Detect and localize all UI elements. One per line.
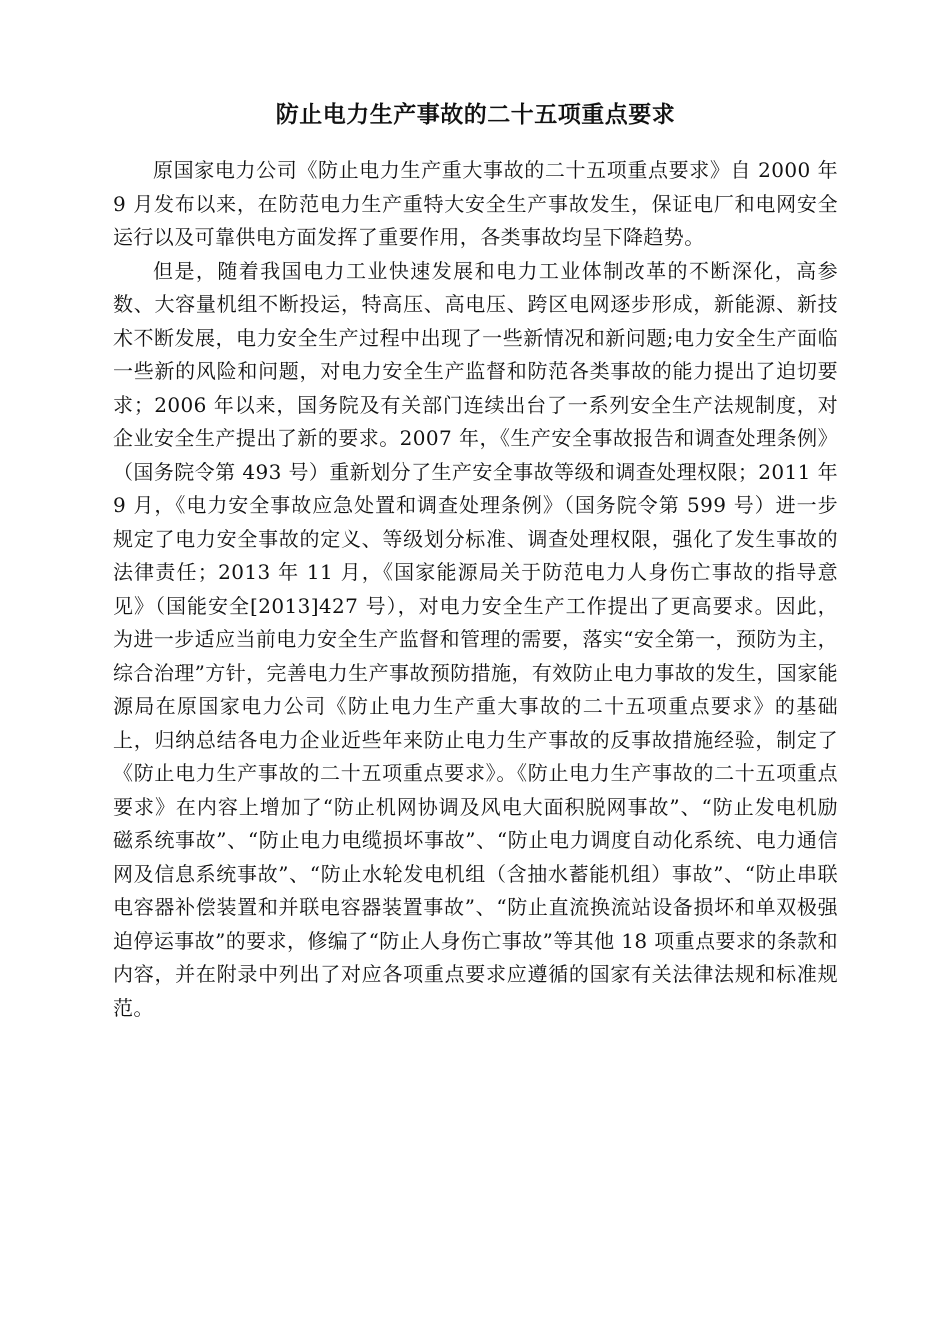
paragraph-1: 原国家电力公司《防止电力生产重大事故的二十五项重点要求》自 2000 年 9 月发布以来，在防范电力生产重特大安全生产事故发生，保证电厂和电网安全运行以及可靠供电方面发挥了重要作用，各类事故均呈下降趋势。	[113, 158, 838, 249]
document-page	[113, 98, 838, 1025]
document-title: 防止电力生产事故的二十五项重点要求	[275, 102, 676, 128]
paragraph-2: 但是，随着我国电力工业快速发展和电力工业体制改革的不断深化，高参数、大容量机组不断投运，特高压、高电压、跨区电网逐步形成，新能源、新技术不断发展，电力安全生产过程中出现了一些新情况和新问题;电力安全生产面临一些新的风险和问题，对电力安全生产监督和防范各类事故的能力提出了迫切要求；2006 年以来，国务院及有关部门连续出台了一系列安全生产法规制度，对企业安全生产提出了新的要求。2007 年，《生产安全事故报告和调查处理条例》（国务院令第 493 号）重新划分了生产安全事故等级和调查处理权限；2011 年 9 月，《电力安全事故应急处置和调查处理条例》（国务院令第 599 号）进一步规定了电力安全事故的定义、等级划分标准、调查处理权限，强化了发生事故的法律责任；2013 年 11 月，《国家能源局关于防范电力人身伤亡事故的指导意见》（国能安全[2013]427 号），对电力安全生产工作提出了更高要求。因此，为进一步适应当前电力安全生产监督和管理的需要，落实“安全第一，预防为主，综合治理”方针，完善电力生产事故预防措施，有效防止电力事故的发生，国家能源局在原国家电力公司《防止电力生产重大事故的二十五项重点要求》的基础上，归纳总结各电力企业近些年来防止电力生产事故的反事故措施经验，制定了《防止电力生产事故的二十五项重点要求》。《防止电力生产事故的二十五项重点要求》在内容上增加了“防止机网协调及风电大面积脱网事故”、“防止发电机励磁系统事故”、“防止电力电缆损坏事故”、“防止电力调度自动化系统、电力通信网及信息系统事故”、“防止水轮发电机组（含抽水蓄能机组）事故”、“防止串联电容器补偿装置和并联电容器装置事故”、“防止直流换流站设备损坏和单双极强迫停运事故”的要求，修编了“防止人身伤亡事故”等其他 18 项重点要求的条款和内容，并在附录中列出了对应各项重点要求应遵循的国家有关法律法规和标准规范。	[113, 258, 838, 1020]
